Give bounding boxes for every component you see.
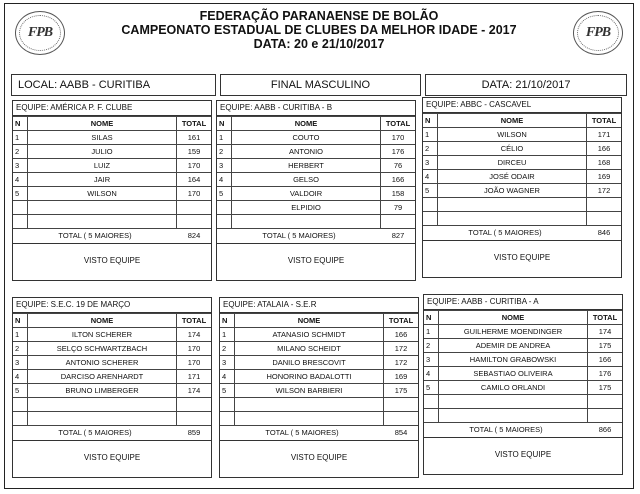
col-n-header: N bbox=[424, 311, 439, 325]
player-name: HONORINO BADALOTTI bbox=[235, 370, 384, 384]
table-row bbox=[13, 370, 211, 384]
team-name: EQUIPE: AABB - CURITIBA - A bbox=[424, 295, 622, 310]
table-row bbox=[13, 159, 211, 173]
player-total bbox=[588, 409, 623, 423]
visto-equipe: VISTO EQUIPE bbox=[424, 437, 622, 474]
col-total-header: TOTAL bbox=[588, 311, 623, 325]
player-name: HERBERT bbox=[232, 159, 381, 173]
player-name: SELÇO SCHWARTZBACH bbox=[28, 342, 177, 356]
table-row bbox=[423, 184, 621, 198]
team-total-value: 846 bbox=[597, 228, 611, 237]
player-name: ANTONIO bbox=[232, 145, 381, 159]
player-name: CÉLIO bbox=[438, 142, 587, 156]
player-name bbox=[28, 412, 177, 426]
player-number: 3 bbox=[217, 159, 232, 173]
player-name: GUILHERME MOENDINGER bbox=[439, 325, 588, 339]
player-name bbox=[28, 201, 177, 215]
player-total bbox=[587, 212, 622, 226]
player-total bbox=[177, 215, 212, 229]
table-row bbox=[423, 142, 621, 156]
team-total-value: 824 bbox=[187, 231, 201, 240]
visto-equipe: VISTO EQUIPE bbox=[13, 243, 211, 280]
table-header-row bbox=[13, 117, 211, 131]
player-name: ELPIDIO bbox=[232, 201, 381, 215]
table-row bbox=[220, 412, 418, 426]
player-number bbox=[220, 398, 235, 412]
player-number bbox=[13, 201, 28, 215]
team-total-value: 859 bbox=[187, 428, 201, 437]
table-row bbox=[13, 412, 211, 426]
table-row bbox=[424, 325, 622, 339]
player-total: 166 bbox=[384, 328, 419, 342]
player-number: 5 bbox=[423, 184, 438, 198]
player-number: 1 bbox=[220, 328, 235, 342]
table-row bbox=[220, 342, 418, 356]
table-row bbox=[217, 159, 415, 173]
total-label: TOTAL ( 5 MAIORES) bbox=[58, 428, 132, 437]
player-number: 4 bbox=[217, 173, 232, 187]
player-name: JULIO bbox=[28, 145, 177, 159]
player-number: 1 bbox=[423, 128, 438, 142]
championship-title: CAMPEONATO ESTADUAL DE CLUBES DA MELHOR IDADE - 2017 bbox=[121, 23, 517, 37]
visto-equipe: VISTO EQUIPE bbox=[423, 240, 621, 277]
player-total: 174 bbox=[177, 328, 212, 342]
player-total: 166 bbox=[381, 173, 416, 187]
player-name bbox=[438, 198, 587, 212]
team-total-value: 827 bbox=[391, 231, 405, 240]
player-total: 172 bbox=[587, 184, 622, 198]
table-row bbox=[423, 198, 621, 212]
info-bar bbox=[11, 74, 627, 96]
team-card bbox=[422, 97, 622, 278]
player-total: 174 bbox=[177, 384, 212, 398]
table-row bbox=[220, 384, 418, 398]
table-row bbox=[13, 342, 211, 356]
player-total: 175 bbox=[384, 384, 419, 398]
table-row bbox=[13, 173, 211, 187]
player-total: 164 bbox=[177, 173, 212, 187]
team-total-value: 854 bbox=[394, 428, 408, 437]
scores-table bbox=[217, 116, 415, 229]
col-total-header: TOTAL bbox=[177, 314, 212, 328]
table-row bbox=[13, 328, 211, 342]
player-number: 5 bbox=[217, 187, 232, 201]
player-number: 3 bbox=[423, 156, 438, 170]
col-nome-header: NOME bbox=[438, 114, 587, 128]
player-total: 170 bbox=[177, 187, 212, 201]
player-total: 76 bbox=[381, 159, 416, 173]
table-row bbox=[424, 409, 622, 423]
player-total: 176 bbox=[381, 145, 416, 159]
table-row bbox=[217, 173, 415, 187]
player-number: 3 bbox=[424, 353, 439, 367]
col-n-header: N bbox=[423, 114, 438, 128]
player-name: COUTO bbox=[232, 131, 381, 145]
local-box: LOCAL: AABB - CURITIBA bbox=[11, 74, 216, 96]
player-number: 2 bbox=[220, 342, 235, 356]
player-name: VALDOIR bbox=[232, 187, 381, 201]
player-total bbox=[587, 198, 622, 212]
player-number bbox=[423, 198, 438, 212]
document-header bbox=[75, 9, 563, 51]
visto-equipe: VISTO EQUIPE bbox=[220, 440, 418, 477]
player-total: 171 bbox=[177, 370, 212, 384]
table-row bbox=[217, 201, 415, 215]
player-number: 5 bbox=[13, 187, 28, 201]
player-number: 4 bbox=[424, 367, 439, 381]
player-name: JOSÉ ODAIR bbox=[438, 170, 587, 184]
player-name: ILTON SCHERER bbox=[28, 328, 177, 342]
player-number: 3 bbox=[220, 356, 235, 370]
player-number: 2 bbox=[423, 142, 438, 156]
scores-table bbox=[13, 313, 211, 426]
player-number: 5 bbox=[13, 384, 28, 398]
player-name: GELSO bbox=[232, 173, 381, 187]
table-row bbox=[13, 356, 211, 370]
federation-title: FEDERAÇÃO PARANAENSE DE BOLÃO bbox=[199, 9, 439, 23]
player-number: 2 bbox=[13, 145, 28, 159]
player-total: 171 bbox=[587, 128, 622, 142]
player-name: WILSON bbox=[438, 128, 587, 142]
team-card bbox=[12, 100, 212, 281]
player-name bbox=[439, 409, 588, 423]
col-nome-header: NOME bbox=[235, 314, 384, 328]
total-label: TOTAL ( 5 MAIORES) bbox=[469, 425, 543, 434]
team-card bbox=[216, 100, 416, 281]
player-name bbox=[235, 412, 384, 426]
player-total: 170 bbox=[381, 131, 416, 145]
player-name: SILAS bbox=[28, 131, 177, 145]
total-label: TOTAL ( 5 MAIORES) bbox=[265, 428, 339, 437]
player-total: 159 bbox=[177, 145, 212, 159]
table-row bbox=[424, 395, 622, 409]
table-row bbox=[13, 131, 211, 145]
table-row bbox=[220, 398, 418, 412]
player-number: 3 bbox=[13, 356, 28, 370]
table-row bbox=[13, 384, 211, 398]
player-number: 4 bbox=[13, 173, 28, 187]
table-row bbox=[424, 381, 622, 395]
col-nome-header: NOME bbox=[28, 314, 177, 328]
player-number: 4 bbox=[13, 370, 28, 384]
table-row bbox=[423, 156, 621, 170]
player-total: 168 bbox=[587, 156, 622, 170]
col-total-header: TOTAL bbox=[381, 117, 416, 131]
logo-text-left: FPB bbox=[19, 15, 61, 51]
col-n-header: N bbox=[217, 117, 232, 131]
player-name: DARCISO ARENHARDT bbox=[28, 370, 177, 384]
player-name bbox=[232, 215, 381, 229]
table-row bbox=[13, 145, 211, 159]
team-name: EQUIPE: ATALAIA - S.E.R bbox=[220, 298, 418, 313]
player-total bbox=[381, 215, 416, 229]
player-total: 166 bbox=[588, 353, 623, 367]
table-header-row bbox=[424, 311, 622, 325]
scores-table bbox=[13, 116, 211, 229]
team-total-row bbox=[13, 229, 211, 243]
player-number: 4 bbox=[220, 370, 235, 384]
player-number bbox=[424, 409, 439, 423]
player-number: 2 bbox=[13, 342, 28, 356]
player-name: LUIZ bbox=[28, 159, 177, 173]
player-name: ADEMIR DE ANDREA bbox=[439, 339, 588, 353]
table-header-row bbox=[220, 314, 418, 328]
player-total: 158 bbox=[381, 187, 416, 201]
col-total-header: TOTAL bbox=[384, 314, 419, 328]
player-name bbox=[235, 398, 384, 412]
table-row bbox=[220, 370, 418, 384]
table-header-row bbox=[423, 114, 621, 128]
player-number: 2 bbox=[217, 145, 232, 159]
player-name bbox=[28, 215, 177, 229]
player-name: WILSON BARBIERI bbox=[235, 384, 384, 398]
table-header-row bbox=[217, 117, 415, 131]
player-number: 5 bbox=[424, 381, 439, 395]
col-n-header: N bbox=[220, 314, 235, 328]
player-name: BRUNO LIMBERGER bbox=[28, 384, 177, 398]
table-row bbox=[13, 398, 211, 412]
player-number: 1 bbox=[424, 325, 439, 339]
team-card bbox=[12, 297, 212, 478]
player-name: ATANASIO SCHMIDT bbox=[235, 328, 384, 342]
player-total bbox=[384, 412, 419, 426]
scores-table bbox=[220, 313, 418, 426]
player-name: CAMILO ORLANDI bbox=[439, 381, 588, 395]
player-name: JOÃO WAGNER bbox=[438, 184, 587, 198]
player-name: JAIR bbox=[28, 173, 177, 187]
fpb-logo-left bbox=[15, 11, 65, 55]
col-total-header: TOTAL bbox=[587, 114, 622, 128]
team-card bbox=[219, 297, 419, 478]
player-total bbox=[177, 398, 212, 412]
team-total-row bbox=[220, 426, 418, 440]
player-name bbox=[438, 212, 587, 226]
total-label: TOTAL ( 5 MAIORES) bbox=[58, 231, 132, 240]
table-row bbox=[424, 367, 622, 381]
visto-equipe: VISTO EQUIPE bbox=[217, 243, 415, 280]
player-number bbox=[13, 398, 28, 412]
col-n-header: N bbox=[13, 314, 28, 328]
player-total: 161 bbox=[177, 131, 212, 145]
player-total bbox=[177, 412, 212, 426]
table-row bbox=[424, 353, 622, 367]
col-nome-header: NOME bbox=[28, 117, 177, 131]
player-total: 172 bbox=[384, 356, 419, 370]
player-total: 170 bbox=[177, 342, 212, 356]
total-label: TOTAL ( 5 MAIORES) bbox=[468, 228, 542, 237]
team-card bbox=[423, 294, 623, 475]
table-row bbox=[13, 187, 211, 201]
player-total: 176 bbox=[588, 367, 623, 381]
col-nome-header: NOME bbox=[232, 117, 381, 131]
player-total: 170 bbox=[177, 356, 212, 370]
player-name: DANILO BRESCOVIT bbox=[235, 356, 384, 370]
player-total bbox=[384, 398, 419, 412]
player-total bbox=[588, 395, 623, 409]
player-number: 1 bbox=[13, 131, 28, 145]
player-total: 169 bbox=[384, 370, 419, 384]
player-number bbox=[217, 215, 232, 229]
player-total: 169 bbox=[587, 170, 622, 184]
player-number bbox=[424, 395, 439, 409]
player-name bbox=[28, 398, 177, 412]
team-total-row bbox=[13, 426, 211, 440]
player-number bbox=[423, 212, 438, 226]
player-total: 166 bbox=[587, 142, 622, 156]
player-name: WILSON bbox=[28, 187, 177, 201]
scores-table bbox=[423, 113, 621, 226]
player-number: 4 bbox=[423, 170, 438, 184]
total-label: TOTAL ( 5 MAIORES) bbox=[262, 231, 336, 240]
player-number: 1 bbox=[13, 328, 28, 342]
table-header-row bbox=[13, 314, 211, 328]
player-number: 2 bbox=[424, 339, 439, 353]
player-number: 3 bbox=[13, 159, 28, 173]
player-total bbox=[177, 201, 212, 215]
table-row bbox=[217, 131, 415, 145]
player-name: HAMILTON GRABOWSKI bbox=[439, 353, 588, 367]
player-total: 175 bbox=[588, 339, 623, 353]
player-name: DIRCEU bbox=[438, 156, 587, 170]
player-name bbox=[439, 395, 588, 409]
team-name: EQUIPE: S.E.C. 19 DE MARÇO bbox=[13, 298, 211, 313]
col-nome-header: NOME bbox=[439, 311, 588, 325]
table-row bbox=[423, 128, 621, 142]
fpb-logo-right bbox=[573, 11, 623, 55]
table-row bbox=[217, 215, 415, 229]
col-n-header: N bbox=[13, 117, 28, 131]
scores-table bbox=[424, 310, 622, 423]
date-box: DATA: 21/10/2017 bbox=[425, 74, 627, 96]
event-dates: DATA: 20 e 21/10/2017 bbox=[253, 37, 385, 51]
table-row bbox=[220, 328, 418, 342]
table-row bbox=[217, 145, 415, 159]
logo-text-right: FPB bbox=[577, 15, 619, 51]
team-total-row bbox=[217, 229, 415, 243]
player-total: 170 bbox=[177, 159, 212, 173]
col-total-header: TOTAL bbox=[177, 117, 212, 131]
table-row bbox=[423, 212, 621, 226]
table-row bbox=[220, 356, 418, 370]
player-number bbox=[220, 412, 235, 426]
player-name: SEBASTIAO OLIVEIRA bbox=[439, 367, 588, 381]
table-row bbox=[424, 339, 622, 353]
final-box: FINAL MASCULINO bbox=[220, 74, 421, 96]
player-number: 1 bbox=[217, 131, 232, 145]
team-total-row bbox=[423, 226, 621, 240]
table-row bbox=[423, 170, 621, 184]
team-name: EQUIPE: AABB - CURITIBA - B bbox=[217, 101, 415, 116]
player-number bbox=[217, 201, 232, 215]
table-row bbox=[13, 201, 211, 215]
player-number: 5 bbox=[220, 384, 235, 398]
table-row bbox=[13, 215, 211, 229]
player-name: MILANO SCHEIDT bbox=[235, 342, 384, 356]
player-number bbox=[13, 215, 28, 229]
player-name: ANTONIO SCHERER bbox=[28, 356, 177, 370]
team-total-row bbox=[424, 423, 622, 437]
table-row bbox=[217, 187, 415, 201]
player-total: 175 bbox=[588, 381, 623, 395]
team-total-value: 866 bbox=[598, 425, 612, 434]
team-name: EQUIPE: AMÉRICA P. F. CLUBE bbox=[13, 101, 211, 116]
player-total: 174 bbox=[588, 325, 623, 339]
team-name: EQUIPE: ABBC - CASCAVEL bbox=[423, 98, 621, 113]
player-number bbox=[13, 412, 28, 426]
visto-equipe: VISTO EQUIPE bbox=[13, 440, 211, 477]
player-total: 79 bbox=[381, 201, 416, 215]
player-total: 172 bbox=[384, 342, 419, 356]
